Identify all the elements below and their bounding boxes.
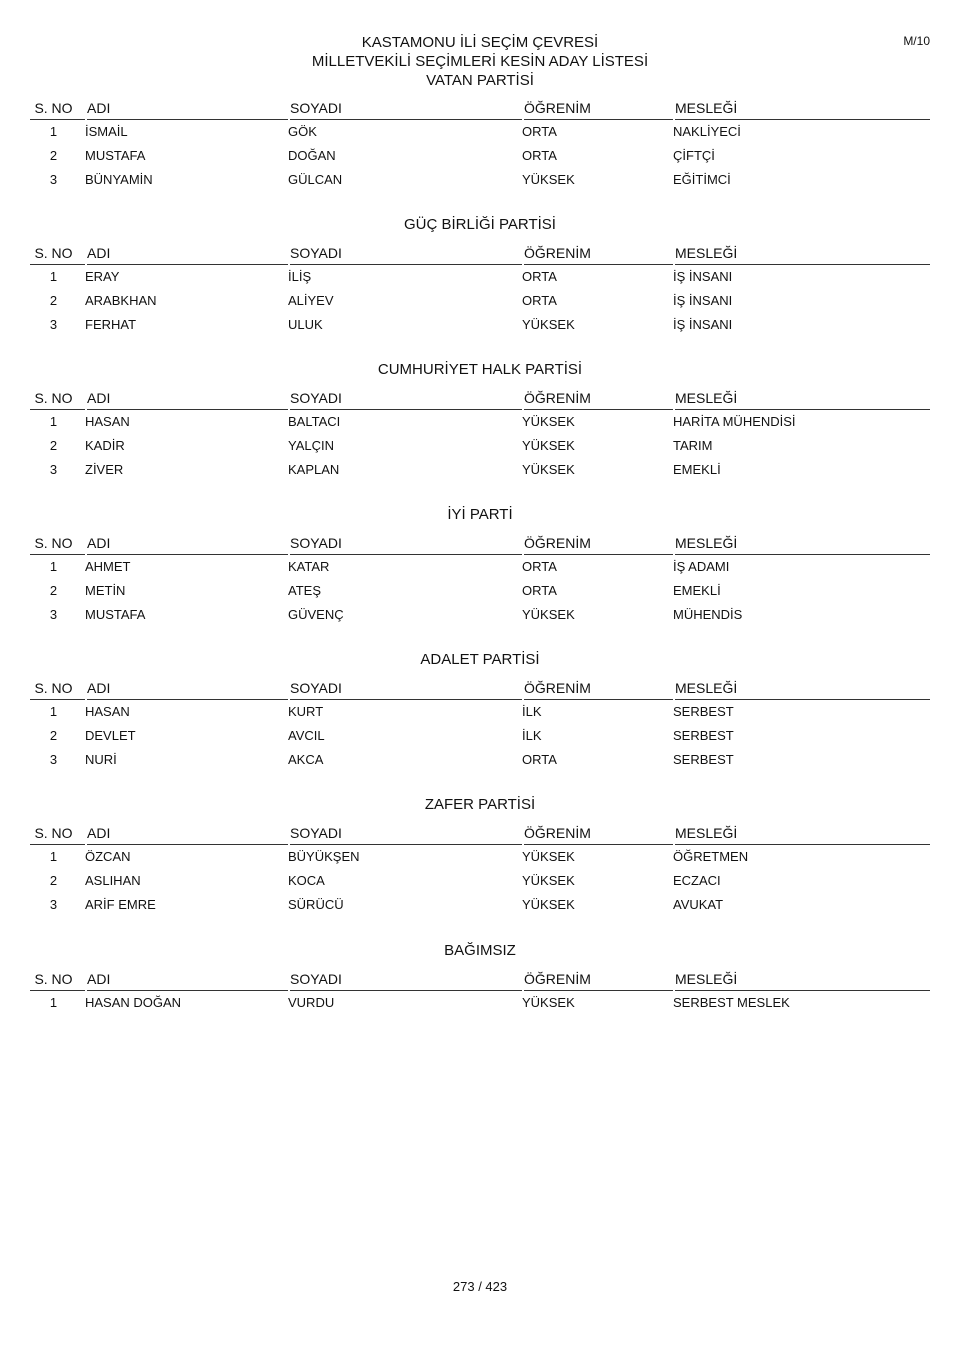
candidate-table <box>30 387 930 482</box>
column-header-name: ADI <box>87 677 288 700</box>
cell-surname: AVCIL <box>288 728 325 743</box>
cell-name: HASAN DOĞAN <box>85 995 182 1010</box>
column-header-no: S. NO <box>30 968 85 991</box>
cell-surname: KATAR <box>288 559 330 574</box>
column-header-name: ADI <box>87 387 288 410</box>
column-header-name: ADI <box>87 822 288 845</box>
column-header-name: ADI <box>87 968 288 991</box>
cell-no: 1 <box>49 269 58 284</box>
cell-no: 3 <box>49 897 58 912</box>
cell-profession: SERBEST <box>673 728 734 743</box>
cell-no: 3 <box>49 462 58 477</box>
cell-education: YÜKSEK <box>522 873 575 888</box>
column-header-profession: MESLEĞİ <box>675 968 930 991</box>
cell-profession: İŞ İNSANI <box>673 293 733 308</box>
party-title: ZAFER PARTİSİ <box>424 796 536 813</box>
cell-education: YÜKSEK <box>522 849 575 864</box>
column-header-no: S. NO <box>30 677 85 700</box>
cell-education: YÜKSEK <box>522 897 575 912</box>
cell-surname: GÜLCAN <box>288 172 343 187</box>
table-row <box>30 845 930 869</box>
cell-surname: ULUK <box>288 317 323 332</box>
cell-name: ERAY <box>85 269 120 284</box>
cell-no: 1 <box>49 124 58 139</box>
cell-name: MUSTAFA <box>85 148 146 163</box>
table-row <box>30 700 930 724</box>
cell-surname: KOCA <box>288 873 325 888</box>
cell-surname: DOĞAN <box>288 148 336 163</box>
column-header-education: ÖĞRENİM <box>524 387 673 410</box>
column-header-no: S. NO <box>30 532 85 555</box>
cell-name: NURİ <box>85 752 117 767</box>
page-number: 273 / 423 <box>452 1279 508 1294</box>
cell-surname: BÜYÜKŞEN <box>288 849 360 864</box>
table-row <box>30 893 930 917</box>
cell-surname: YALÇIN <box>288 438 334 453</box>
table-row <box>30 748 930 772</box>
table-row <box>30 458 930 482</box>
cell-education: ORTA <box>522 269 557 284</box>
column-header-education: ÖĞRENİM <box>524 677 673 700</box>
column-header-no: S. NO <box>30 822 85 845</box>
column-header-surname: SOYADI <box>290 677 522 700</box>
cell-profession: HARİTA MÜHENDİSİ <box>673 414 796 429</box>
cell-no: 2 <box>49 873 58 888</box>
column-header-education: ÖĞRENİM <box>524 968 673 991</box>
cell-education: YÜKSEK <box>522 462 575 477</box>
cell-name: ÖZCAN <box>85 849 131 864</box>
cell-surname: İLİŞ <box>288 269 312 284</box>
table-row <box>30 724 930 748</box>
column-header-education: ÖĞRENİM <box>524 97 673 120</box>
column-header-profession: MESLEĞİ <box>675 242 930 265</box>
column-header-no: S. NO <box>30 242 85 265</box>
cell-name: ARABKHAN <box>85 293 157 308</box>
cell-surname: BALTACI <box>288 414 341 429</box>
cell-no: 1 <box>49 559 58 574</box>
cell-name: METİN <box>85 583 126 598</box>
cell-no: 2 <box>49 438 58 453</box>
column-header-profession: MESLEĞİ <box>675 532 930 555</box>
cell-surname: ATEŞ <box>288 583 321 598</box>
cell-surname: GÜVENÇ <box>288 607 344 622</box>
cell-name: KADİR <box>85 438 125 453</box>
column-header-education: ÖĞRENİM <box>524 242 673 265</box>
candidate-table <box>30 968 930 1015</box>
column-header-surname: SOYADI <box>290 532 522 555</box>
column-header-surname: SOYADI <box>290 97 522 120</box>
cell-no: 1 <box>49 414 58 429</box>
column-header-profession: MESLEĞİ <box>675 822 930 845</box>
cell-no: 2 <box>49 293 58 308</box>
document-header <box>0 33 960 90</box>
cell-no: 3 <box>49 317 58 332</box>
cell-surname: VURDU <box>288 995 335 1010</box>
cell-profession: EMEKLİ <box>673 583 721 598</box>
cell-profession: EĞİTİMCİ <box>673 172 731 187</box>
cell-education: ORTA <box>522 559 557 574</box>
cell-no: 2 <box>49 583 58 598</box>
cell-education: ORTA <box>522 293 557 308</box>
cell-education: YÜKSEK <box>522 438 575 453</box>
candidate-table <box>30 822 930 917</box>
column-header-education: ÖĞRENİM <box>524 822 673 845</box>
table-row <box>30 144 930 168</box>
cell-profession: ÖĞRETMEN <box>673 849 749 864</box>
column-header-no: S. NO <box>30 97 85 120</box>
cell-no: 3 <box>49 752 58 767</box>
cell-profession: AVUKAT <box>673 897 724 912</box>
column-header-name: ADI <box>87 532 288 555</box>
table-row <box>30 434 930 458</box>
column-header-name: ADI <box>87 242 288 265</box>
table-header <box>30 242 930 265</box>
party-title: İYİ PARTİ <box>447 506 513 523</box>
cell-name: HASAN <box>85 414 130 429</box>
column-header-education: ÖĞRENİM <box>524 532 673 555</box>
column-header-surname: SOYADI <box>290 387 522 410</box>
cell-name: AHMET <box>85 559 131 574</box>
cell-no: 3 <box>49 607 58 622</box>
cell-profession: ÇİFTÇİ <box>673 148 715 163</box>
cell-education: İLK <box>522 704 542 719</box>
candidate-table <box>30 242 930 337</box>
table-row <box>30 265 930 289</box>
cell-education: YÜKSEK <box>522 172 575 187</box>
cell-profession: ECZACI <box>673 873 721 888</box>
column-header-profession: MESLEĞİ <box>675 677 930 700</box>
party-title: BAĞIMSIZ <box>444 942 516 959</box>
cell-profession: TARIM <box>673 438 713 453</box>
cell-no: 1 <box>49 704 58 719</box>
table-header <box>30 387 930 410</box>
cell-name: İSMAİL <box>85 124 128 139</box>
column-header-no: S. NO <box>30 387 85 410</box>
cell-name: HASAN <box>85 704 130 719</box>
table-row <box>30 603 930 627</box>
column-header-profession: MESLEĞİ <box>675 387 930 410</box>
cell-profession: MÜHENDİS <box>673 607 743 622</box>
candidate-table <box>30 532 930 627</box>
table-header <box>30 532 930 555</box>
cell-education: ORTA <box>522 583 557 598</box>
cell-profession: İŞ İNSANI <box>673 269 733 284</box>
cell-no: 1 <box>49 995 58 1010</box>
candidate-table <box>30 97 930 192</box>
cell-name: MUSTAFA <box>85 607 146 622</box>
cell-surname: KURT <box>288 704 324 719</box>
cell-surname: KAPLAN <box>288 462 340 477</box>
cell-surname: SÜRÜCÜ <box>288 897 344 912</box>
header-line-1: KASTAMONU İLİ SEÇİM ÇEVRESİ <box>361 34 599 51</box>
cell-name: ASLIHAN <box>85 873 141 888</box>
column-header-surname: SOYADI <box>290 822 522 845</box>
cell-name: ARİF EMRE <box>85 897 156 912</box>
table-row <box>30 289 930 313</box>
cell-profession: SERBEST <box>673 704 734 719</box>
cell-education: ORTA <box>522 752 557 767</box>
table-header <box>30 677 930 700</box>
cell-profession: İŞ ADAMI <box>673 559 730 574</box>
cell-no: 2 <box>49 148 58 163</box>
header-line-2: MİLLETVEKİLİ SEÇİMLERİ KESİN ADAY LİSTESİ <box>311 53 649 70</box>
table-row <box>30 313 930 337</box>
cell-name: FERHAT <box>85 317 137 332</box>
cell-education: YÜKSEK <box>522 995 575 1010</box>
column-header-profession: MESLEĞİ <box>675 97 930 120</box>
cell-education: YÜKSEK <box>522 607 575 622</box>
table-row <box>30 120 930 144</box>
cell-name: BÜNYAMİN <box>85 172 153 187</box>
cell-name: DEVLET <box>85 728 136 743</box>
table-row <box>30 555 930 579</box>
cell-education: YÜKSEK <box>522 414 575 429</box>
page-code: M/10 <box>903 34 930 48</box>
table-row <box>30 410 930 434</box>
candidate-table <box>30 677 930 772</box>
cell-profession: İŞ İNSANI <box>673 317 733 332</box>
table-header <box>30 968 930 991</box>
cell-profession: NAKLİYECİ <box>673 124 741 139</box>
cell-education: İLK <box>522 728 542 743</box>
party-title: CUMHURİYET HALK PARTİSİ <box>377 361 583 378</box>
cell-surname: AKCA <box>288 752 324 767</box>
table-row <box>30 579 930 603</box>
cell-surname: ALİYEV <box>288 293 334 308</box>
cell-education: ORTA <box>522 148 557 163</box>
cell-no: 1 <box>49 849 58 864</box>
column-header-surname: SOYADI <box>290 242 522 265</box>
table-row <box>30 991 930 1015</box>
cell-name: ZİVER <box>85 462 124 477</box>
cell-profession: EMEKLİ <box>673 462 721 477</box>
cell-no: 3 <box>49 172 58 187</box>
table-header <box>30 97 930 120</box>
party-title: ADALET PARTİSİ <box>420 651 540 668</box>
party-title: GÜÇ BİRLİĞİ PARTİSİ <box>404 216 556 233</box>
cell-education: YÜKSEK <box>522 317 575 332</box>
cell-education: ORTA <box>522 124 557 139</box>
table-header <box>30 822 930 845</box>
cell-surname: GÖK <box>288 124 317 139</box>
header-line-3: VATAN PARTİSİ <box>426 72 534 89</box>
cell-profession: SERBEST MESLEK <box>673 995 790 1010</box>
cell-profession: SERBEST <box>673 752 734 767</box>
table-row <box>30 869 930 893</box>
column-header-name: ADI <box>87 97 288 120</box>
cell-no: 2 <box>49 728 58 743</box>
table-row <box>30 168 930 192</box>
column-header-surname: SOYADI <box>290 968 522 991</box>
